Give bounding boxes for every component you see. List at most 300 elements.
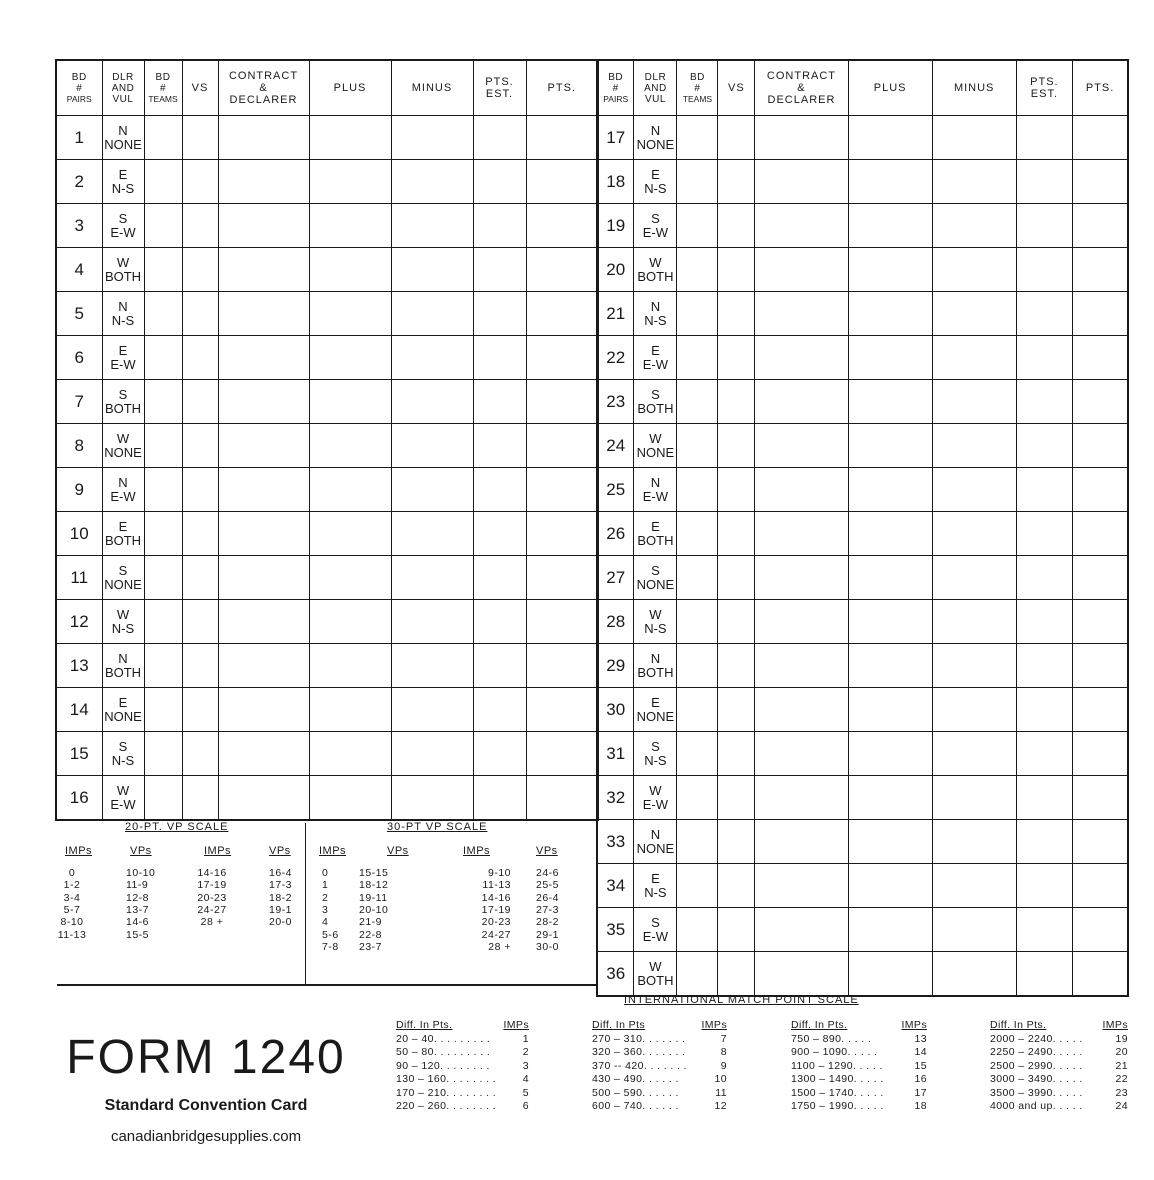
plus-cell[interactable]: [848, 776, 932, 820]
plus-cell[interactable]: [848, 820, 932, 864]
plus-cell[interactable]: [309, 204, 391, 248]
imp-value: 12: [714, 1100, 727, 1112]
contract-cell[interactable]: [218, 160, 309, 204]
contract-line: &: [797, 82, 806, 94]
plus-cell[interactable]: [309, 160, 391, 204]
pts-cell[interactable]: [526, 688, 598, 732]
minus-cell[interactable]: [932, 512, 1016, 556]
vs-cell[interactable]: [718, 688, 755, 732]
plus-cell[interactable]: [848, 292, 932, 336]
pts-est-cell[interactable]: [473, 380, 526, 424]
plus-cell[interactable]: [309, 556, 391, 600]
pts-cell[interactable]: [1073, 688, 1128, 732]
vs-cell[interactable]: [718, 600, 755, 644]
contract-cell[interactable]: [755, 776, 848, 820]
pts-est-cell[interactable]: [473, 204, 526, 248]
plus-cell[interactable]: [848, 556, 932, 600]
pts-est-cell[interactable]: [473, 292, 526, 336]
plus-cell[interactable]: [848, 732, 932, 776]
pts-est-cell[interactable]: [1016, 952, 1072, 997]
pts-est-cell[interactable]: [473, 776, 526, 821]
plus-cell[interactable]: [848, 204, 932, 248]
pts-est-cell[interactable]: [473, 644, 526, 688]
imp-row: [990, 1060, 1128, 1074]
pts-cell[interactable]: [526, 248, 598, 292]
pts-est-cell[interactable]: [473, 248, 526, 292]
contract-cell[interactable]: [755, 688, 848, 732]
minus-cell[interactable]: [932, 248, 1016, 292]
pts-cell[interactable]: [1073, 864, 1128, 908]
pts-cell[interactable]: [526, 600, 598, 644]
board-number: 7: [56, 380, 102, 424]
minus-cell[interactable]: [932, 776, 1016, 820]
pts-cell[interactable]: [1073, 776, 1128, 820]
vs-cell[interactable]: [718, 116, 755, 160]
team-board-cell[interactable]: [677, 512, 718, 556]
contract-cell[interactable]: [755, 600, 848, 644]
team-board-cell[interactable]: [677, 424, 718, 468]
vulnerability: BOTH: [104, 400, 142, 416]
pts-cell[interactable]: [526, 380, 598, 424]
imp-value: 19: [1115, 1032, 1128, 1045]
contract-cell[interactable]: [755, 644, 848, 688]
plus-cell[interactable]: [848, 468, 932, 512]
team-board-cell[interactable]: [677, 556, 718, 600]
contract-cell[interactable]: [218, 116, 309, 160]
contract-cell[interactable]: [218, 776, 309, 821]
plus-cell[interactable]: [848, 952, 932, 997]
team-board-cell[interactable]: [144, 732, 182, 776]
dealer-vul: [102, 512, 144, 556]
plus-cell[interactable]: [848, 248, 932, 292]
plus-cell[interactable]: [309, 380, 391, 424]
contract-cell[interactable]: [218, 204, 309, 248]
board-row: [56, 292, 598, 336]
contract-cell[interactable]: [755, 204, 848, 248]
minus-cell[interactable]: [932, 908, 1016, 952]
bdt-line: BD: [689, 71, 705, 83]
team-board-cell[interactable]: [144, 424, 182, 468]
pts-cell[interactable]: [1073, 952, 1128, 997]
vs-cell[interactable]: [182, 424, 218, 468]
pts-est-cell[interactable]: [1016, 864, 1072, 908]
board-row: [56, 556, 598, 600]
vs-cell[interactable]: [718, 864, 755, 908]
minus-cell[interactable]: [932, 424, 1016, 468]
contract-cell[interactable]: [755, 292, 848, 336]
pts-cell[interactable]: [1073, 336, 1128, 380]
plus-cell[interactable]: [309, 732, 391, 776]
imp-range: 4000 and up. . . . .: [990, 1100, 1083, 1112]
plus-cell[interactable]: [309, 688, 391, 732]
pts-est-cell[interactable]: [1016, 204, 1072, 248]
pts-cell[interactable]: [526, 160, 598, 204]
contract-cell[interactable]: [218, 512, 309, 556]
team-board-cell[interactable]: [144, 556, 182, 600]
pts-cell[interactable]: [1073, 732, 1128, 776]
team-board-cell[interactable]: [677, 336, 718, 380]
minus-cell[interactable]: [932, 732, 1016, 776]
team-board-cell[interactable]: [144, 512, 182, 556]
minus-cell[interactable]: [391, 688, 473, 732]
contract-cell[interactable]: [755, 160, 848, 204]
pts-cell[interactable]: [1073, 292, 1128, 336]
imp-diff-header: Diff. In Pts: [592, 1019, 646, 1031]
plus-cell[interactable]: [848, 600, 932, 644]
pts-est-cell[interactable]: [473, 556, 526, 600]
plus-cell[interactable]: [309, 336, 391, 380]
vs-cell[interactable]: [182, 644, 218, 688]
contract-cell[interactable]: [218, 644, 309, 688]
imp-range: 1750 – 1990. . . . .: [791, 1100, 884, 1112]
contract-cell[interactable]: [218, 556, 309, 600]
team-board-cell[interactable]: [677, 644, 718, 688]
plus-cell[interactable]: [848, 864, 932, 908]
minus-cell[interactable]: [932, 336, 1016, 380]
pts-est-cell[interactable]: [473, 160, 526, 204]
pts-est-cell[interactable]: [1016, 160, 1072, 204]
team-board-cell[interactable]: [144, 160, 182, 204]
team-board-cell[interactable]: [144, 600, 182, 644]
team-board-cell[interactable]: [677, 600, 718, 644]
vs-cell[interactable]: [718, 556, 755, 600]
team-board-cell[interactable]: [144, 336, 182, 380]
contract-cell[interactable]: [755, 732, 848, 776]
team-board-cell[interactable]: [677, 380, 718, 424]
pts-est-cell[interactable]: [473, 116, 526, 160]
team-board-cell[interactable]: [144, 688, 182, 732]
minus-cell[interactable]: [391, 292, 473, 336]
plus-cell[interactable]: [309, 292, 391, 336]
contract-cell[interactable]: [218, 600, 309, 644]
pts-est-cell[interactable]: [473, 336, 526, 380]
vp30-title: 30-PT VP SCALE: [387, 821, 488, 833]
team-board-cell[interactable]: [677, 248, 718, 292]
minus-cell[interactable]: [391, 336, 473, 380]
pts-cell[interactable]: [526, 468, 598, 512]
minus-cell[interactable]: [391, 468, 473, 512]
plus-cell[interactable]: [848, 908, 932, 952]
vp30-col1-imps-cell: 0: [322, 867, 329, 879]
pts-cell[interactable]: [1073, 512, 1128, 556]
vs-cell[interactable]: [718, 204, 755, 248]
minus-cell[interactable]: [932, 952, 1016, 997]
vulnerability: E-W: [110, 796, 136, 812]
pts-est-cell[interactable]: [1016, 732, 1072, 776]
pts-cell[interactable]: [1073, 424, 1128, 468]
pts-est-cell[interactable]: [1016, 600, 1072, 644]
vs-cell[interactable]: [182, 732, 218, 776]
team-board-cell[interactable]: [677, 688, 718, 732]
contract-cell[interactable]: [218, 292, 309, 336]
contract-cell[interactable]: [755, 556, 848, 600]
contract-cell[interactable]: [755, 512, 848, 556]
pts-cell[interactable]: [526, 644, 598, 688]
minus-cell[interactable]: [391, 644, 473, 688]
vs-cell[interactable]: [182, 512, 218, 556]
dealer-vul: [102, 336, 144, 380]
minus-cell[interactable]: [932, 160, 1016, 204]
team-board-cell[interactable]: [144, 292, 182, 336]
board-number: 1: [56, 116, 102, 160]
contract-cell[interactable]: [755, 336, 848, 380]
pts-cell[interactable]: [526, 424, 598, 468]
pts-est-cell[interactable]: [473, 600, 526, 644]
contract-cell[interactable]: [755, 248, 848, 292]
pts-cell[interactable]: [526, 292, 598, 336]
vs-cell[interactable]: [182, 776, 218, 821]
vs-cell[interactable]: [182, 292, 218, 336]
pts-est-cell[interactable]: [473, 732, 526, 776]
contract-cell[interactable]: [755, 908, 848, 952]
team-board-cell[interactable]: [677, 952, 718, 997]
contract-cell[interactable]: [755, 952, 848, 997]
minus-cell[interactable]: [932, 820, 1016, 864]
team-board-cell[interactable]: [144, 644, 182, 688]
minus-cell[interactable]: [932, 380, 1016, 424]
contract-cell[interactable]: [755, 820, 848, 864]
board-row: [56, 424, 598, 468]
vs-cell[interactable]: [718, 908, 755, 952]
board-number: 19: [597, 204, 634, 248]
board-number: 28: [597, 600, 634, 644]
minus-cell[interactable]: [932, 556, 1016, 600]
vulnerability: E-W: [642, 488, 669, 504]
board-number: 30: [597, 688, 634, 732]
vs-cell[interactable]: [182, 688, 218, 732]
plus-cell[interactable]: [309, 776, 391, 821]
team-board-cell[interactable]: [144, 204, 182, 248]
dealer: E: [118, 342, 128, 358]
vs-cell[interactable]: [182, 556, 218, 600]
team-board-cell[interactable]: [677, 292, 718, 336]
pts-est-cell[interactable]: [1016, 380, 1072, 424]
contract-cell[interactable]: [218, 688, 309, 732]
vs-cell[interactable]: [182, 160, 218, 204]
plus-cell[interactable]: [848, 424, 932, 468]
pts-est-cell[interactable]: [473, 468, 526, 512]
vs-cell[interactable]: [718, 248, 755, 292]
dealer-vul: [102, 556, 144, 600]
board-row: [56, 248, 598, 292]
team-board-cell[interactable]: [144, 776, 182, 821]
minus-cell[interactable]: [391, 600, 473, 644]
team-board-cell[interactable]: [677, 732, 718, 776]
minus-cell[interactable]: [391, 424, 473, 468]
plus-cell[interactable]: [848, 336, 932, 380]
minus-cell[interactable]: [391, 380, 473, 424]
contract-cell[interactable]: [218, 380, 309, 424]
pts-cell[interactable]: [526, 336, 598, 380]
dealer-vul: [102, 644, 144, 688]
pts-cell[interactable]: [1073, 600, 1128, 644]
team-board-cell[interactable]: [677, 116, 718, 160]
vulnerability: NONE: [104, 444, 142, 460]
pts-cell[interactable]: [1073, 468, 1128, 512]
vs-cell[interactable]: [718, 644, 755, 688]
score-table-right: [596, 59, 1129, 997]
minus-cell[interactable]: [391, 732, 473, 776]
vs-cell[interactable]: [718, 820, 755, 864]
vs-cell[interactable]: [718, 336, 755, 380]
vs-cell[interactable]: [182, 116, 218, 160]
contract-cell[interactable]: [755, 468, 848, 512]
board-row: [597, 204, 1128, 248]
pts-est-cell[interactable]: [1016, 292, 1072, 336]
plus-cell[interactable]: [309, 600, 391, 644]
pts-est-cell[interactable]: [1016, 688, 1072, 732]
pts-est-cell[interactable]: [473, 688, 526, 732]
vulnerability: N-S: [644, 752, 667, 768]
contract-cell[interactable]: [755, 380, 848, 424]
minus-cell[interactable]: [391, 248, 473, 292]
minus-cell[interactable]: [391, 204, 473, 248]
pts-cell[interactable]: [526, 204, 598, 248]
vs-cell[interactable]: [182, 204, 218, 248]
pts-cell[interactable]: [1073, 160, 1128, 204]
team-board-cell[interactable]: [677, 776, 718, 820]
contract-cell[interactable]: [755, 424, 848, 468]
team-board-cell[interactable]: [677, 160, 718, 204]
contract-cell[interactable]: [218, 248, 309, 292]
vs-cell[interactable]: [718, 160, 755, 204]
plus-cell[interactable]: [848, 160, 932, 204]
vs-cell[interactable]: [718, 468, 755, 512]
team-board-cell[interactable]: [144, 468, 182, 512]
board-row: [56, 160, 598, 204]
plus-cell[interactable]: [309, 248, 391, 292]
dlr-line: VUL: [112, 93, 134, 105]
imp-range: 2500 – 2990. . . . .: [990, 1059, 1083, 1072]
dealer-vul: [102, 776, 144, 821]
vs-cell[interactable]: [718, 380, 755, 424]
header-bd-teams: [677, 60, 718, 116]
minus-cell[interactable]: [391, 512, 473, 556]
plus-cell[interactable]: [309, 644, 391, 688]
pts-cell[interactable]: [526, 116, 598, 160]
contract-cell[interactable]: [755, 864, 848, 908]
team-board-cell[interactable]: [677, 204, 718, 248]
vs-cell[interactable]: [718, 732, 755, 776]
pts-est-cell[interactable]: [473, 424, 526, 468]
team-board-cell[interactable]: [677, 908, 718, 952]
minus-cell[interactable]: [391, 776, 473, 821]
pts-cell[interactable]: [1073, 908, 1128, 952]
plus-cell[interactable]: [848, 512, 932, 556]
contract-cell[interactable]: [218, 336, 309, 380]
minus-cell[interactable]: [391, 116, 473, 160]
team-board-cell[interactable]: [144, 248, 182, 292]
vs-cell[interactable]: [182, 336, 218, 380]
dealer: S: [118, 210, 128, 226]
board-row: [597, 512, 1128, 556]
pts-cell[interactable]: [1073, 556, 1128, 600]
pts-cell[interactable]: [526, 556, 598, 600]
plus-cell[interactable]: [309, 116, 391, 160]
pts-est-cell[interactable]: [1016, 336, 1072, 380]
vp30-col2-imps-cell: 28 +: [488, 940, 511, 953]
minus-cell[interactable]: [391, 556, 473, 600]
pts-est-cell[interactable]: [1016, 820, 1072, 864]
team-board-cell[interactable]: [677, 820, 718, 864]
pts-cell[interactable]: [1073, 116, 1128, 160]
imp-value: 9: [720, 1059, 727, 1072]
vs-cell[interactable]: [718, 292, 755, 336]
vs-cell[interactable]: [182, 468, 218, 512]
pts-cell[interactable]: [1073, 248, 1128, 292]
pts-cell[interactable]: [1073, 820, 1128, 864]
plus-cell[interactable]: [848, 688, 932, 732]
pts-est-cell[interactable]: [1016, 468, 1072, 512]
pts-cell[interactable]: [526, 512, 598, 556]
pts-est-cell[interactable]: [1016, 116, 1072, 160]
contract-cell[interactable]: [755, 116, 848, 160]
plus-cell[interactable]: [848, 380, 932, 424]
pts-est-cell[interactable]: [1016, 776, 1072, 820]
pts-est-cell[interactable]: [1016, 556, 1072, 600]
pts-est-cell[interactable]: [1016, 424, 1072, 468]
pts-cell[interactable]: [1073, 644, 1128, 688]
pts-cell[interactable]: [1073, 380, 1128, 424]
pts-est-cell[interactable]: [1016, 908, 1072, 952]
board-row: [597, 864, 1128, 908]
team-board-cell[interactable]: [144, 116, 182, 160]
pts-est-cell[interactable]: [473, 512, 526, 556]
plus-cell[interactable]: [309, 468, 391, 512]
imp-range: 270 – 310. . . . . . .: [592, 1032, 686, 1045]
plus-cell[interactable]: [309, 424, 391, 468]
vulnerability: E-W: [110, 356, 136, 372]
pts-cell[interactable]: [526, 776, 598, 821]
vs-cell[interactable]: [718, 424, 755, 468]
plus-cell[interactable]: [848, 644, 932, 688]
team-board-cell[interactable]: [677, 468, 718, 512]
contract-cell[interactable]: [218, 468, 309, 512]
vs-cell[interactable]: [718, 952, 755, 997]
imp-value: 6: [522, 1100, 529, 1112]
minus-cell[interactable]: [932, 204, 1016, 248]
vs-cell[interactable]: [182, 600, 218, 644]
plus-cell[interactable]: [848, 116, 932, 160]
team-board-cell[interactable]: [677, 864, 718, 908]
contract-cell[interactable]: [218, 424, 309, 468]
vs-cell[interactable]: [182, 380, 218, 424]
pts-cell[interactable]: [526, 732, 598, 776]
vs-cell[interactable]: [182, 248, 218, 292]
pts-cell[interactable]: [1073, 204, 1128, 248]
pts-est-cell[interactable]: [1016, 644, 1072, 688]
minus-cell[interactable]: [932, 292, 1016, 336]
minus-cell[interactable]: [932, 864, 1016, 908]
vs-cell[interactable]: [718, 512, 755, 556]
dealer-vul: [102, 468, 144, 512]
minus-cell[interactable]: [932, 116, 1016, 160]
pts-est-cell[interactable]: [1016, 248, 1072, 292]
minus-cell[interactable]: [391, 160, 473, 204]
team-board-cell[interactable]: [144, 380, 182, 424]
minus-cell[interactable]: [932, 644, 1016, 688]
vs-cell[interactable]: [718, 776, 755, 820]
imp-row: [396, 1033, 529, 1047]
minus-cell[interactable]: [932, 468, 1016, 512]
plus-cell[interactable]: [309, 512, 391, 556]
pts-est-cell[interactable]: [1016, 512, 1072, 556]
bdt-line: #: [159, 82, 167, 94]
contract-cell[interactable]: [218, 732, 309, 776]
imp-row: [396, 1046, 529, 1060]
minus-cell[interactable]: [932, 688, 1016, 732]
minus-cell[interactable]: [932, 600, 1016, 644]
